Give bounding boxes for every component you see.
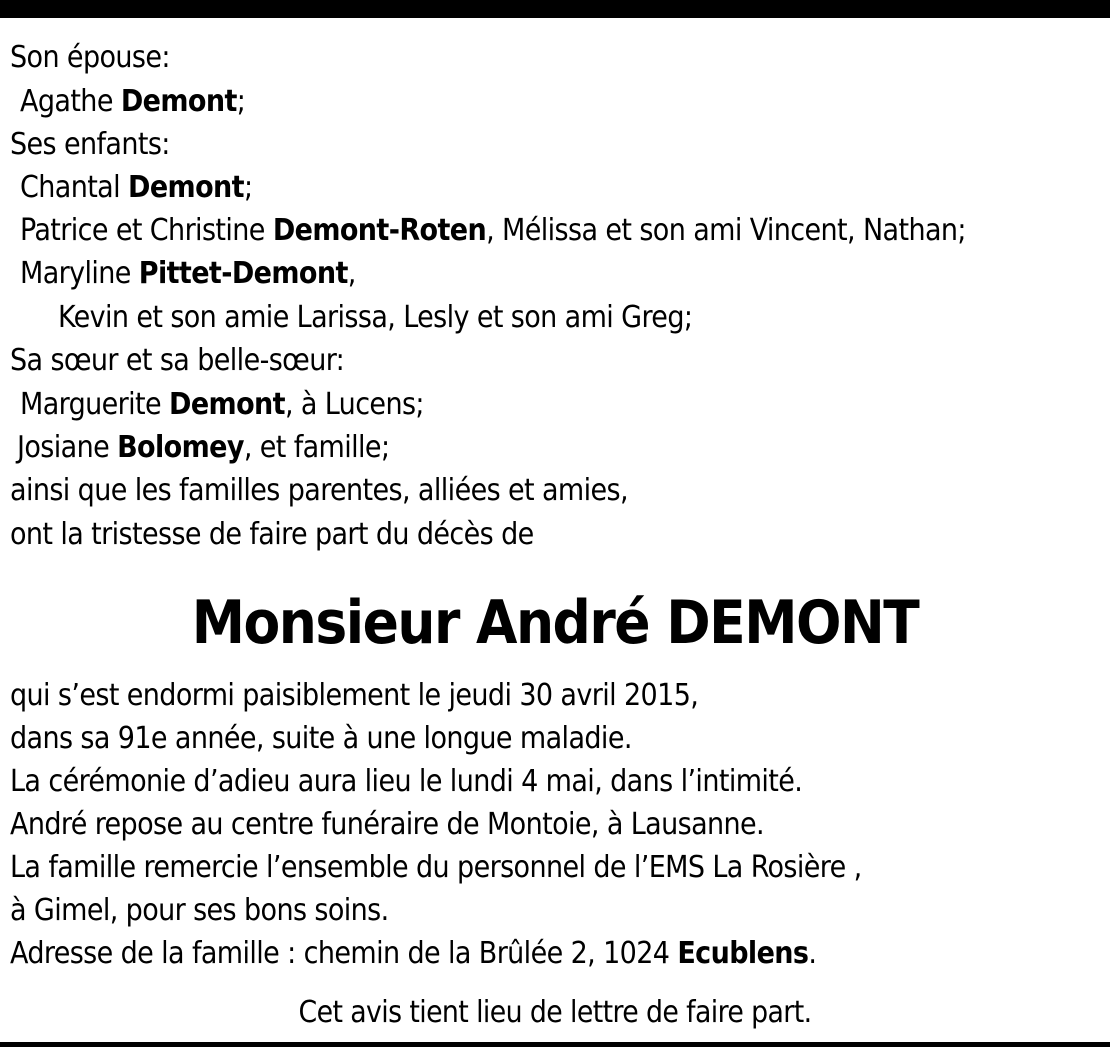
- address-end: .: [808, 936, 817, 971]
- child3-line-end: ,: [347, 256, 356, 291]
- sibling1-first-name: Marguerite: [20, 387, 162, 422]
- sibling-line-1: [20, 388, 424, 422]
- sibling2-last-name: Bolomey: [117, 430, 244, 465]
- child3-last-name: Pittet-Demont: [138, 256, 348, 291]
- details-line-4: [10, 808, 764, 842]
- child2-first-name: Patrice et Christine: [20, 213, 265, 248]
- details-line-5: [10, 851, 862, 885]
- spouse-line-end: ;: [236, 84, 246, 119]
- address-city: Ecublens: [677, 936, 809, 971]
- spouse-last-name: Demont: [120, 84, 237, 119]
- grandchildren-text: Kevin et son amie Larissa, Lesly et son ami Greg;: [58, 300, 693, 335]
- footer-note: Cet avis tient lieu de lettre de faire part.: [298, 995, 812, 1030]
- children-heading-text: Ses enfants:: [10, 127, 170, 162]
- announcement-line: [10, 518, 534, 552]
- spouse-line: [20, 85, 245, 119]
- deceased-name-title: Monsieur André DEMONT: [191, 588, 919, 658]
- spouse-first-name: Agathe: [20, 84, 113, 119]
- child1-last-name: Demont: [128, 170, 244, 205]
- sibling-line-2: [17, 431, 389, 465]
- details-line-6: [10, 894, 389, 928]
- address-line: [10, 937, 816, 971]
- details-line-2: [10, 722, 632, 756]
- grandchildren-line: [58, 301, 692, 335]
- child-line-2: [20, 214, 966, 248]
- top-border-rule: [0, 0, 1110, 18]
- details-text-6: à Gimel, pour ses bons soins.: [10, 893, 389, 928]
- details-text-1: qui s’est endormi paisiblement le jeudi 30 avril 2015,: [10, 678, 699, 713]
- details-line-1: [10, 679, 698, 713]
- details-text-2: dans sa 91e année, suite à une longue maladie.: [10, 721, 632, 756]
- spouse-heading: [10, 41, 170, 75]
- details-line-3: [10, 765, 802, 799]
- spouse-heading-text: Son épouse:: [10, 40, 170, 75]
- families-text: ainsi que les familles parentes, alliées et amies,: [10, 473, 628, 508]
- sibling2-line-end: , et famille;: [243, 430, 390, 465]
- bottom-border-rule: [0, 1042, 1110, 1047]
- child1-line-end: ;: [243, 170, 253, 205]
- child-line-3: [20, 257, 356, 291]
- details-text-3: La cérémonie d’adieu aura lieu le lundi 4 mai, dans l’intimité.: [10, 764, 803, 799]
- siblings-heading: [10, 344, 344, 378]
- families-line: [10, 474, 628, 508]
- details-text-4: André repose au centre funéraire de Montoie, à Lausanne.: [10, 807, 765, 842]
- sibling1-last-name: Demont: [169, 387, 285, 422]
- siblings-heading-text: Sa sœur et sa belle-sœur:: [10, 343, 345, 378]
- children-heading: [10, 128, 170, 162]
- child2-last-name: Demont-Roten: [272, 213, 487, 248]
- sibling1-line-end: , à Lucens;: [284, 387, 424, 422]
- sibling2-first-name: Josiane: [17, 430, 110, 465]
- child1-first-name: Chantal: [20, 170, 121, 205]
- child3-first-name: Maryline: [20, 256, 131, 291]
- child-line-1: [20, 171, 252, 205]
- address-prefix: Adresse de la famille : chemin de la Brûlée 2, 1024: [10, 936, 670, 971]
- child2-line-end: , Mélissa et son ami Vincent, Nathan;: [486, 213, 966, 248]
- details-text-5: La famille remercie l’ensemble du personnel de l’EMS La Rosière ,: [10, 850, 862, 885]
- announcement-text: ont la tristesse de faire part du décès de: [10, 517, 534, 552]
